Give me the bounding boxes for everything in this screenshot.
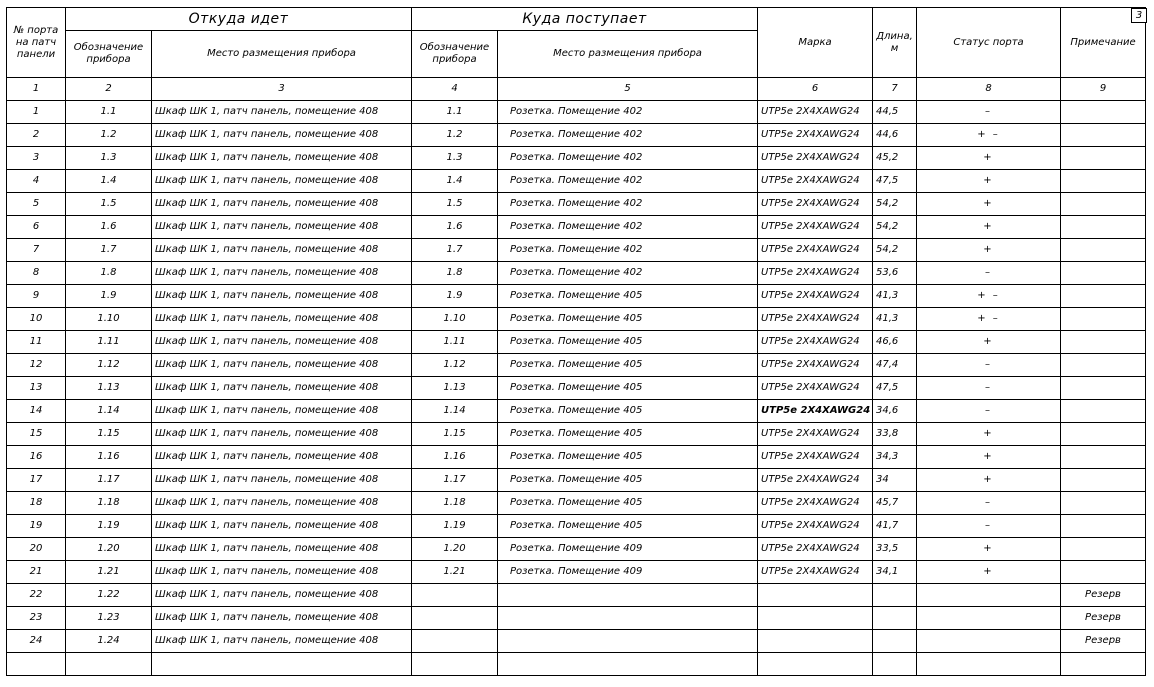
cell-brand: UTP5e 2X4XAWG24	[758, 515, 873, 538]
header-note: Примечание	[1061, 8, 1146, 78]
table-row	[7, 584, 1146, 607]
cell-port-no: 22	[7, 584, 66, 607]
cell-to-device: 1.20	[412, 538, 498, 561]
table-row	[7, 354, 1146, 377]
cell-from-device: 1.18	[66, 492, 152, 515]
cell-status: +	[917, 469, 1061, 492]
cell-to-place: Розетка. Помещение 405	[498, 515, 758, 538]
cell-from-place: Шкаф ШК 1, патч панель, помещение 408	[152, 469, 412, 492]
cell-from-place	[152, 653, 412, 676]
table-row	[7, 124, 1146, 147]
cell-note	[1061, 239, 1146, 262]
cell-from-place: Шкаф ШК 1, патч панель, помещение 408	[152, 101, 412, 124]
column-number-row	[7, 78, 1146, 101]
table-row	[7, 653, 1146, 676]
cell-brand: UTP5e 2X4XAWG24	[758, 147, 873, 170]
cell-port-no	[7, 653, 66, 676]
table-row	[7, 147, 1146, 170]
cell-from-place: Шкаф ШК 1, патч панель, помещение 408	[152, 446, 412, 469]
cell-status	[917, 584, 1061, 607]
cell-length: 53,6	[873, 262, 917, 285]
cell-to-place: Розетка. Помещение 402	[498, 101, 758, 124]
cell-note	[1061, 492, 1146, 515]
cell-to-place: Розетка. Помещение 402	[498, 262, 758, 285]
cell-brand: UTP5e 2X4XAWG24	[758, 377, 873, 400]
cell-from-device: 1.12	[66, 354, 152, 377]
cell-to-place: Розетка. Помещение 405	[498, 400, 758, 423]
cell-to-device	[412, 630, 498, 653]
header-to-place: Место размещения прибора	[498, 31, 758, 78]
cell-from-device: 1.20	[66, 538, 152, 561]
table-row	[7, 607, 1146, 630]
cell-from-place: Шкаф ШК 1, патч панель, помещение 408	[152, 193, 412, 216]
cell-from-place: Шкаф ШК 1, патч панель, помещение 408	[152, 538, 412, 561]
cell-from-place: Шкаф ШК 1, патч панель, помещение 408	[152, 630, 412, 653]
column-number: 8	[917, 78, 1061, 101]
cell-status: –	[917, 400, 1061, 423]
table-row	[7, 170, 1146, 193]
cable-journal-sheet	[6, 7, 1146, 676]
cell-port-no: 5	[7, 193, 66, 216]
cell-brand	[758, 607, 873, 630]
cell-from-place: Шкаф ШК 1, патч панель, помещение 408	[152, 239, 412, 262]
cell-brand: UTP5e 2X4XAWG24	[758, 239, 873, 262]
cell-status: +	[917, 170, 1061, 193]
cell-to-device: 1.2	[412, 124, 498, 147]
cell-from-place: Шкаф ШК 1, патч панель, помещение 408	[152, 354, 412, 377]
cell-from-place: Шкаф ШК 1, патч панель, помещение 408	[152, 331, 412, 354]
cell-status: + –	[917, 285, 1061, 308]
cell-port-no: 7	[7, 239, 66, 262]
cell-to-device: 1.15	[412, 423, 498, 446]
cell-length: 41,3	[873, 285, 917, 308]
header-row-top	[7, 8, 1146, 31]
cell-length	[873, 584, 917, 607]
cell-from-device: 1.23	[66, 607, 152, 630]
cell-to-place: Розетка. Помещение 402	[498, 147, 758, 170]
cell-to-place	[498, 584, 758, 607]
cable-journal-table	[6, 7, 1146, 676]
cell-length: 33,8	[873, 423, 917, 446]
cell-status	[917, 607, 1061, 630]
cell-from-place: Шкаф ШК 1, патч панель, помещение 408	[152, 216, 412, 239]
cell-from-device: 1.19	[66, 515, 152, 538]
cell-length: 44,5	[873, 101, 917, 124]
cell-note	[1061, 285, 1146, 308]
table-row	[7, 216, 1146, 239]
cell-status: +	[917, 331, 1061, 354]
cell-note	[1061, 216, 1146, 239]
table-row	[7, 400, 1146, 423]
cell-status: +	[917, 193, 1061, 216]
cell-from-device: 1.8	[66, 262, 152, 285]
cell-note	[1061, 400, 1146, 423]
cell-from-place: Шкаф ШК 1, патч панель, помещение 408	[152, 515, 412, 538]
table-row	[7, 515, 1146, 538]
cell-brand: UTP5e 2X4XAWG24	[758, 170, 873, 193]
cell-brand: UTP5e 2X4XAWG24	[758, 308, 873, 331]
cell-from-device: 1.1	[66, 101, 152, 124]
table-row	[7, 377, 1146, 400]
cell-from-device: 1.24	[66, 630, 152, 653]
cell-note	[1061, 653, 1146, 676]
cell-brand: UTP5e 2X4XAWG24	[758, 216, 873, 239]
table-row	[7, 469, 1146, 492]
cell-to-place: Розетка. Помещение 405	[498, 423, 758, 446]
cell-from-device: 1.4	[66, 170, 152, 193]
cell-length: 45,7	[873, 492, 917, 515]
cell-to-device: 1.14	[412, 400, 498, 423]
cell-brand: UTP5e 2X4XAWG24	[758, 262, 873, 285]
table-row	[7, 630, 1146, 653]
cell-to-device: 1.18	[412, 492, 498, 515]
cell-from-place: Шкаф ШК 1, патч панель, помещение 408	[152, 400, 412, 423]
cell-port-no: 14	[7, 400, 66, 423]
cell-length: 45,2	[873, 147, 917, 170]
column-number: 3	[152, 78, 412, 101]
cell-length	[873, 630, 917, 653]
cell-from-device: 1.2	[66, 124, 152, 147]
cell-status: –	[917, 515, 1061, 538]
column-number: 5	[498, 78, 758, 101]
table-row	[7, 101, 1146, 124]
cell-from-device: 1.6	[66, 216, 152, 239]
cell-from-place: Шкаф ШК 1, патч панель, помещение 408	[152, 584, 412, 607]
cell-to-device: 1.12	[412, 354, 498, 377]
cell-note	[1061, 170, 1146, 193]
cell-from-device: 1.7	[66, 239, 152, 262]
cell-note	[1061, 515, 1146, 538]
cell-to-place	[498, 607, 758, 630]
cell-to-place: Розетка. Помещение 405	[498, 492, 758, 515]
cell-port-no: 3	[7, 147, 66, 170]
cell-length: 54,2	[873, 239, 917, 262]
cell-port-no: 18	[7, 492, 66, 515]
cell-to-device: 1.8	[412, 262, 498, 285]
cell-length	[873, 653, 917, 676]
cell-status: +	[917, 239, 1061, 262]
cell-status: –	[917, 354, 1061, 377]
header-from-place: Место размещения прибора	[152, 31, 412, 78]
cell-to-device: 1.19	[412, 515, 498, 538]
cell-status: –	[917, 262, 1061, 285]
cell-to-place	[498, 653, 758, 676]
cell-note	[1061, 147, 1146, 170]
table-row	[7, 331, 1146, 354]
cell-length: 34	[873, 469, 917, 492]
cell-port-no: 9	[7, 285, 66, 308]
cell-length: 34,3	[873, 446, 917, 469]
cell-brand: UTP5e 2X4XAWG24	[758, 538, 873, 561]
cell-port-no: 15	[7, 423, 66, 446]
cell-port-no: 6	[7, 216, 66, 239]
cell-to-place: Розетка. Помещение 402	[498, 216, 758, 239]
column-number: 1	[7, 78, 66, 101]
cell-port-no: 16	[7, 446, 66, 469]
cell-to-place: Розетка. Помещение 405	[498, 331, 758, 354]
cell-status	[917, 630, 1061, 653]
cell-port-no: 4	[7, 170, 66, 193]
cell-to-place: Розетка. Помещение 402	[498, 170, 758, 193]
cell-from-device: 1.3	[66, 147, 152, 170]
cell-length: 54,2	[873, 193, 917, 216]
column-number: 4	[412, 78, 498, 101]
cell-brand: UTP5e 2X4XAWG24	[758, 423, 873, 446]
cell-to-device: 1.3	[412, 147, 498, 170]
cell-status: +	[917, 561, 1061, 584]
cell-port-no: 1	[7, 101, 66, 124]
cell-from-device: 1.11	[66, 331, 152, 354]
cell-to-device: 1.21	[412, 561, 498, 584]
cell-note	[1061, 377, 1146, 400]
cell-length: 41,3	[873, 308, 917, 331]
cell-from-place: Шкаф ШК 1, патч панель, помещение 408	[152, 561, 412, 584]
cell-note	[1061, 331, 1146, 354]
cell-note	[1061, 354, 1146, 377]
table-row	[7, 538, 1146, 561]
cell-length: 41,7	[873, 515, 917, 538]
cell-port-no: 19	[7, 515, 66, 538]
cell-note	[1061, 193, 1146, 216]
cell-note	[1061, 101, 1146, 124]
cell-length: 47,5	[873, 377, 917, 400]
cell-brand	[758, 584, 873, 607]
cell-status: +	[917, 446, 1061, 469]
cell-from-place: Шкаф ШК 1, патч панель, помещение 408	[152, 285, 412, 308]
cell-from-place: Шкаф ШК 1, патч панель, помещение 408	[152, 124, 412, 147]
cell-brand: UTP5e 2X4XAWG24	[758, 492, 873, 515]
cell-from-place: Шкаф ШК 1, патч панель, помещение 408	[152, 492, 412, 515]
cell-from-device: 1.14	[66, 400, 152, 423]
cell-from-device: 1.5	[66, 193, 152, 216]
header-status: Статус порта	[917, 8, 1061, 78]
table-row	[7, 308, 1146, 331]
cell-from-device: 1.22	[66, 584, 152, 607]
cell-to-device: 1.13	[412, 377, 498, 400]
cell-to-device: 1.6	[412, 216, 498, 239]
cell-to-device: 1.5	[412, 193, 498, 216]
cell-to-device: 1.7	[412, 239, 498, 262]
cell-from-device: 1.10	[66, 308, 152, 331]
cell-to-place: Розетка. Помещение 402	[498, 239, 758, 262]
table-row	[7, 561, 1146, 584]
cell-status: –	[917, 492, 1061, 515]
cell-note	[1061, 446, 1146, 469]
header-to-device: Обозначение прибора	[412, 31, 498, 78]
cell-from-device: 1.16	[66, 446, 152, 469]
cell-status: –	[917, 101, 1061, 124]
cell-note	[1061, 262, 1146, 285]
table-row	[7, 262, 1146, 285]
cell-from-place: Шкаф ШК 1, патч панель, помещение 408	[152, 170, 412, 193]
cell-note	[1061, 308, 1146, 331]
table-row	[7, 446, 1146, 469]
cell-port-no: 24	[7, 630, 66, 653]
cell-note: Резерв	[1061, 630, 1146, 653]
cell-brand: UTP5e 2X4XAWG24	[758, 354, 873, 377]
cell-status: +	[917, 216, 1061, 239]
cell-brand: UTP5e 2X4XAWG24	[758, 285, 873, 308]
header-from-device: Обозначение прибора	[66, 31, 152, 78]
cell-port-no: 8	[7, 262, 66, 285]
cell-status: –	[917, 377, 1061, 400]
cell-port-no: 20	[7, 538, 66, 561]
cell-note	[1061, 423, 1146, 446]
cell-length: 47,4	[873, 354, 917, 377]
column-number: 7	[873, 78, 917, 101]
cell-length: 44,6	[873, 124, 917, 147]
header-from-group: Откуда идет	[66, 8, 412, 31]
cell-length: 34,6	[873, 400, 917, 423]
cell-to-device: 1.10	[412, 308, 498, 331]
cell-brand: UTP5e 2X4XAWG24	[758, 446, 873, 469]
cell-from-device	[66, 653, 152, 676]
cell-to-place: Розетка. Помещение 405	[498, 469, 758, 492]
cell-to-place: Розетка. Помещение 402	[498, 193, 758, 216]
cell-to-device	[412, 584, 498, 607]
cell-note	[1061, 469, 1146, 492]
cell-to-place: Розетка. Помещение 405	[498, 285, 758, 308]
header-brand: Марка	[758, 8, 873, 78]
cell-length: 47,5	[873, 170, 917, 193]
cell-brand: UTP5e 2X4XAWG24	[758, 561, 873, 584]
cell-from-device: 1.17	[66, 469, 152, 492]
cell-port-no: 12	[7, 354, 66, 377]
cell-to-device: 1.11	[412, 331, 498, 354]
cell-from-place: Шкаф ШК 1, патч панель, помещение 408	[152, 147, 412, 170]
cell-brand: UTP5e 2X4XAWG24	[758, 469, 873, 492]
cell-to-device	[412, 653, 498, 676]
cell-length	[873, 607, 917, 630]
cell-status	[917, 653, 1061, 676]
cell-brand	[758, 653, 873, 676]
cell-brand	[758, 630, 873, 653]
cell-from-device: 1.13	[66, 377, 152, 400]
cell-from-place: Шкаф ШК 1, патч панель, помещение 408	[152, 423, 412, 446]
table-row	[7, 193, 1146, 216]
cell-length: 33,5	[873, 538, 917, 561]
cell-to-device	[412, 607, 498, 630]
cell-to-place: Розетка. Помещение 405	[498, 446, 758, 469]
cell-to-place: Розетка. Помещение 405	[498, 308, 758, 331]
cell-to-device: 1.1	[412, 101, 498, 124]
cell-to-device: 1.17	[412, 469, 498, 492]
cell-to-device: 1.9	[412, 285, 498, 308]
cell-brand: UTP5e 2X4XAWG24	[758, 400, 873, 423]
cell-to-device: 1.16	[412, 446, 498, 469]
cell-note: Резерв	[1061, 584, 1146, 607]
sheet-number: 3	[1131, 8, 1147, 23]
header-length: Длина, м	[873, 8, 917, 78]
cell-to-place: Розетка. Помещение 405	[498, 354, 758, 377]
cell-brand: UTP5e 2X4XAWG24	[758, 193, 873, 216]
cell-brand: UTP5e 2X4XAWG24	[758, 331, 873, 354]
header-port-no: № порта на патч панели	[7, 8, 66, 78]
table-row	[7, 285, 1146, 308]
cell-status: + –	[917, 308, 1061, 331]
cell-note	[1061, 538, 1146, 561]
column-number: 6	[758, 78, 873, 101]
cell-status: + –	[917, 124, 1061, 147]
cell-port-no: 21	[7, 561, 66, 584]
cell-from-place: Шкаф ШК 1, патч панель, помещение 408	[152, 607, 412, 630]
cell-to-place: Розетка. Помещение 405	[498, 377, 758, 400]
cell-to-place: Розетка. Помещение 402	[498, 124, 758, 147]
cell-status: +	[917, 538, 1061, 561]
table-row	[7, 492, 1146, 515]
column-number: 2	[66, 78, 152, 101]
cell-from-device: 1.21	[66, 561, 152, 584]
cell-note	[1061, 124, 1146, 147]
cell-to-place: Розетка. Помещение 409	[498, 561, 758, 584]
cell-to-place: Розетка. Помещение 409	[498, 538, 758, 561]
cell-brand: UTP5e 2X4XAWG24	[758, 124, 873, 147]
column-number: 9	[1061, 78, 1146, 101]
cell-length: 46,6	[873, 331, 917, 354]
table-row	[7, 239, 1146, 262]
cell-from-device: 1.15	[66, 423, 152, 446]
cell-note: Резерв	[1061, 607, 1146, 630]
cell-length: 34,1	[873, 561, 917, 584]
cell-port-no: 10	[7, 308, 66, 331]
header-to-group: Куда поступает	[412, 8, 758, 31]
cell-status: +	[917, 423, 1061, 446]
cell-port-no: 2	[7, 124, 66, 147]
cell-from-place: Шкаф ШК 1, патч панель, помещение 408	[152, 377, 412, 400]
cell-from-place: Шкаф ШК 1, патч панель, помещение 408	[152, 308, 412, 331]
cell-to-place	[498, 630, 758, 653]
cell-from-device: 1.9	[66, 285, 152, 308]
cell-port-no: 13	[7, 377, 66, 400]
cell-port-no: 23	[7, 607, 66, 630]
cell-brand: UTP5e 2X4XAWG24	[758, 101, 873, 124]
cell-note	[1061, 561, 1146, 584]
cell-status: +	[917, 147, 1061, 170]
cell-from-place: Шкаф ШК 1, патч панель, помещение 408	[152, 262, 412, 285]
cell-port-no: 17	[7, 469, 66, 492]
cell-length: 54,2	[873, 216, 917, 239]
cell-port-no: 11	[7, 331, 66, 354]
table-row	[7, 423, 1146, 446]
cell-to-device: 1.4	[412, 170, 498, 193]
